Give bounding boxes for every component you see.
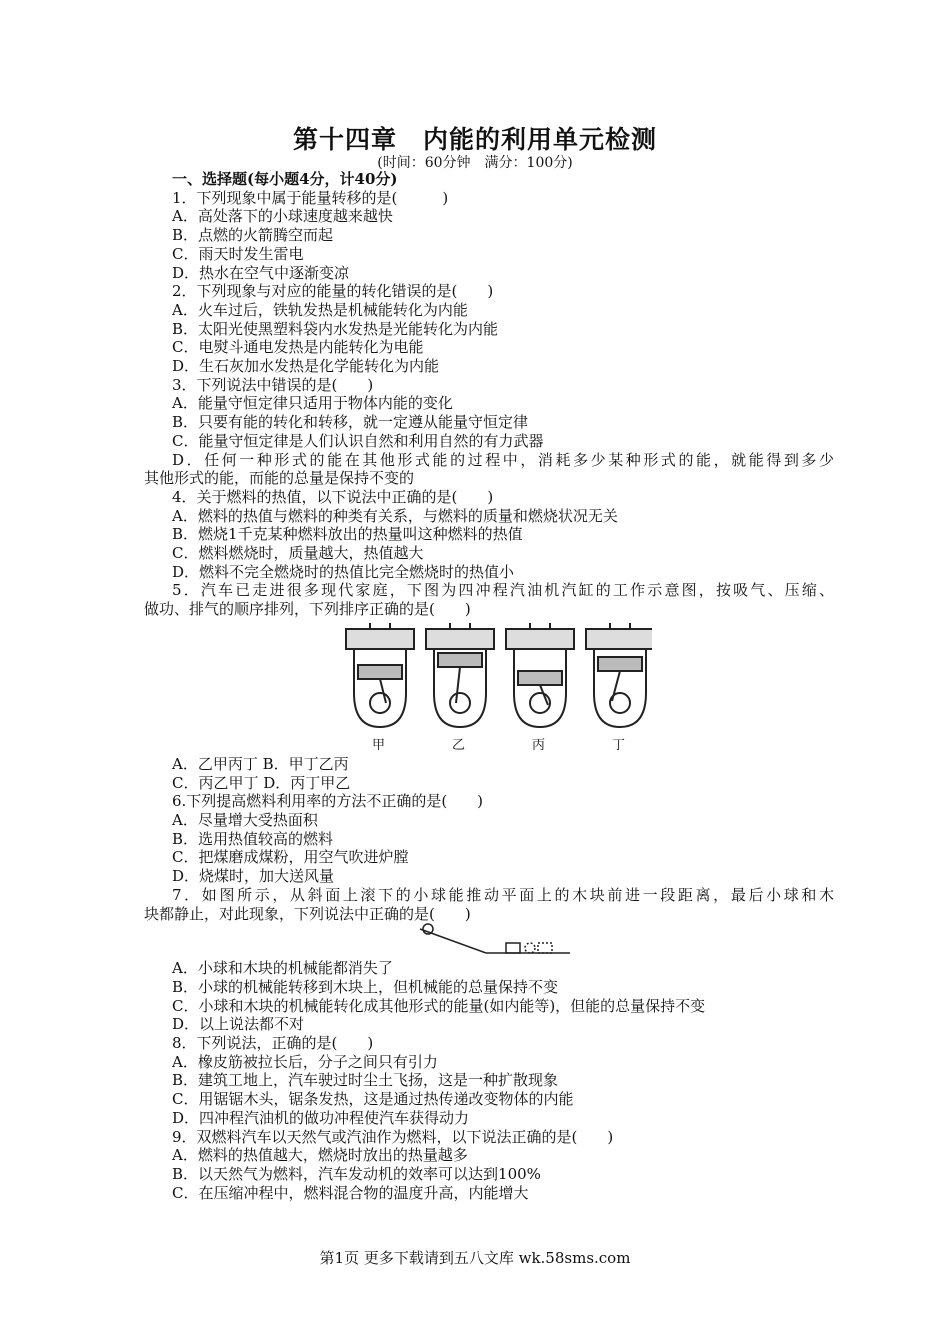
option-d: D．四冲程汽油机的做功冲程使汽车获得动力 <box>172 1108 470 1127</box>
option-c: C．燃料燃烧时，质量越大，热值越大 <box>172 544 424 563</box>
option-a: A．火车过后，铁轨发热是机械能转化为内能 <box>172 300 468 319</box>
options-row-2: C．丙乙甲丁 D．丙丁甲乙 <box>172 773 351 792</box>
question-8 <box>144 1034 834 1128</box>
option-b: B．太阳光使黑塑料袋内水发热是光能转化为内能 <box>172 319 499 338</box>
page-footer: 第1页 更多下载请到五八文库 wk.58sms.com <box>319 1249 631 1267</box>
question-1 <box>144 189 834 283</box>
option-a: A．小球和木块的机械能都消失了 <box>172 959 393 978</box>
option-c: C．在压缩冲程中，燃料混合物的温度升高，内能增大 <box>172 1183 529 1202</box>
incline-figure <box>144 923 834 959</box>
option-a: A．尽量增大受热面积 <box>172 810 318 829</box>
figure-label-yi: 乙 <box>452 737 466 753</box>
question-stem: 1．下列现象中属于能量转移的是( ) <box>172 188 449 207</box>
question-stem: 4．关于燃料的热值，以下说法中正确的是( ) <box>172 487 494 506</box>
option-a: A．高处落下的小球速度越来越快 <box>172 207 393 226</box>
question-stem: 8．下列说法，正确的是( ) <box>172 1034 374 1053</box>
question-stem: 9．双燃料汽车以天然气或汽油作为燃料，以下说法正确的是( ) <box>172 1127 614 1146</box>
cylinder-bing <box>506 623 574 727</box>
option-c: C．雨天时发生雷电 <box>172 244 304 263</box>
option-d: D．热水在空气中逐渐变凉 <box>172 263 350 282</box>
option-c: C．能量守恒定律是人们认识自然和利用自然的有力武器 <box>172 431 544 450</box>
question-stem: 6.下列提高燃料利用率的方法不正确的是( ) <box>172 792 484 811</box>
option-c: C．把煤磨成煤粉，用空气吹进炉膛 <box>172 848 409 867</box>
incline-ball-block-diagram <box>414 923 574 957</box>
cylinder-ding <box>586 623 652 727</box>
page-title: 第十四章 内能的利用单元检测 <box>292 125 657 154</box>
cylinder-jia <box>346 623 414 727</box>
cylinder-yi <box>426 623 494 727</box>
question-4 <box>144 488 834 582</box>
question-stem-line-1: 7．如图所示，从斜面上滚下的小球能推动平面上的木块前进一段距离，最后小球和木 <box>172 885 834 904</box>
option-b: B．选用热值较高的燃料 <box>172 829 334 848</box>
page-subtitle: (时间：60分钟 满分：100分) <box>377 155 573 171</box>
option-d: D．燃料不完全燃烧时的热值比完全燃烧时的热值小 <box>172 562 515 581</box>
question-2 <box>144 282 834 376</box>
question-stem: 3．下列说法中错误的是( ) <box>172 375 374 394</box>
question-stem-line-1: 5．汽车已走进很多现代家庭，下图为四冲程汽油机汽缸的工作示意图，按吸气、压缩、 <box>172 581 834 600</box>
option-c: C．小球和木块的机械能转化成其他形式的能量(如内能等)，但能的总量保持不变 <box>172 996 706 1015</box>
figure-label-jia: 甲 <box>372 737 386 753</box>
option-b: B．以天然气为燃料，汽车发动机的效率可以达到100% <box>172 1164 541 1183</box>
options-row-1: A．乙甲丙丁 B．甲丁乙丙 <box>172 754 349 773</box>
question-stem: 2．下列现象与对应的能量的转化错误的是( ) <box>172 282 494 301</box>
engine-cylinder-diagrams <box>340 623 652 735</box>
question-stem-line-2: 块都静止，对此现象，下列说法中正确的是( ) <box>144 904 471 923</box>
question-7 <box>144 886 834 1034</box>
option-d: D．以上说法都不对 <box>172 1015 305 1034</box>
option-a: A．燃料的热值与燃料的种类有关系，与燃料的质量和燃烧状况无关 <box>172 506 618 525</box>
question-9 <box>144 1128 834 1203</box>
option-c: C．用锯锯木头，锯条发热，这是通过热传递改变物体的内能 <box>172 1090 574 1109</box>
option-b: B．点燃的火箭腾空而起 <box>172 226 334 245</box>
question-6 <box>144 792 834 886</box>
option-b: B．建筑工地上，汽车驶过时尘土飞扬，这是一种扩散现象 <box>172 1071 559 1090</box>
question-list <box>144 170 834 1202</box>
option-d: D．生石灰加水发热是化学能转化为内能 <box>172 357 440 376</box>
option-d-line-1: D．任何一种形式的能在其他形式能的过程中，消耗多少某种形式的能，就能得到多少 <box>172 450 834 469</box>
figure-label-bing: 丙 <box>532 737 546 753</box>
question-3 <box>144 376 834 488</box>
question-stem-line-2: 做功、排气的顺序排列，下列排序正确的是( ) <box>144 600 471 619</box>
section-heading: 一、选择题(每小题4分，计40分) <box>172 170 398 188</box>
option-b: B．小球的机械能转移到木块上，但机械能的总量保持不变 <box>172 977 559 996</box>
option-d: D．烧煤时，加大送风量 <box>172 867 335 886</box>
figure-label-ding: 丁 <box>612 737 626 753</box>
engine-strokes-figure <box>144 623 834 755</box>
question-5 <box>144 581 834 792</box>
option-d-line-2: 其他形式的能，而能的总量是保持不变的 <box>144 469 415 488</box>
option-b: B．只要有能的转化和转移，就一定遵从能量守恒定律 <box>172 413 529 432</box>
option-a: A．橡皮筋被拉长后，分子之间只有引力 <box>172 1052 438 1071</box>
option-a: A．燃料的热值越大，燃烧时放出的热量越多 <box>172 1146 468 1165</box>
option-a: A．能量守恒定律只适用于物体内能的变化 <box>172 394 453 413</box>
option-c: C．电熨斗通电发热是内能转化为电能 <box>172 338 424 357</box>
option-b: B．燃烧1千克某种燃料放出的热量叫这种燃料的热值 <box>172 525 523 544</box>
